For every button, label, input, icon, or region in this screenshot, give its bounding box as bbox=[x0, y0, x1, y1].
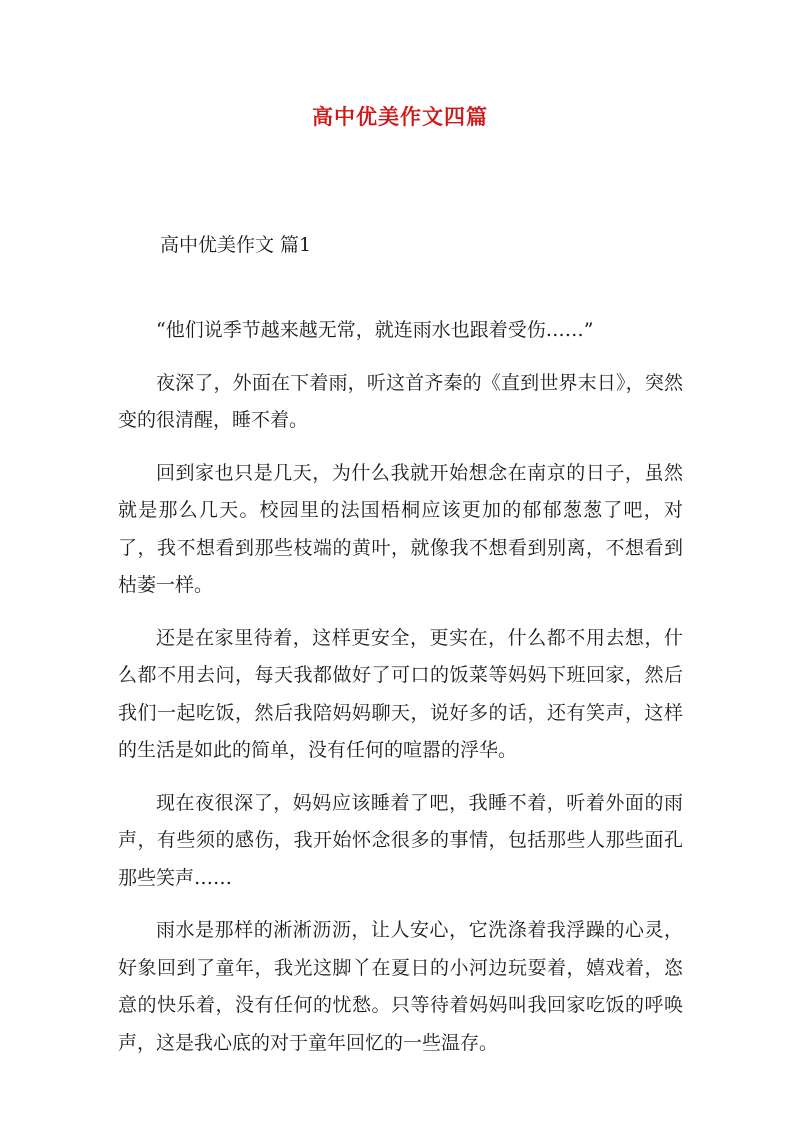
paragraph-1: “他们说季节越来越无常，就连雨水也跟着受伤……” bbox=[156, 319, 594, 341]
paragraph-4: 还是在家里待着，这样更安全，更实在，什么都不用去想，什么都不用去问，每天我都做好了可口的饭菜等妈妈下班回家，然后我们一起吃饭，然后我陪妈妈聊天，说好多的话，还有笑声，这样的生活是如此的简单，没有任何的喧嚣的浮华。 bbox=[118, 626, 683, 761]
article-body bbox=[118, 312, 683, 1077]
paragraph-2: 夜深了，外面在下着雨，听这首齐秦的《直到世界末日》，突然变的很清醒，睡不着。 bbox=[118, 371, 683, 431]
paragraph-6: 雨水是那样的淅淅沥沥，让人安心，它洗涤着我浮躁的心灵，好象回到了童年，我光这脚丫在夏日的小河边玩耍着，嬉戏着，恣意的快乐着，没有任何的忧愁。只等待着妈妈叫我回家吃饭的呼唤声，这是我心底的对于童年回忆的一些温存。 bbox=[118, 919, 683, 1054]
section-heading: 高中优美作文 篇1 bbox=[160, 234, 312, 256]
paragraph-3: 回到家也只是几天，为什么我就开始想念在南京的日子，虽然就是那么几天。校园里的法国梧桐应该更加的郁郁葱葱了吧，对了，我不想看到那些枝端的黄叶，就像我不想看到别离，不想看到枯萎一样。 bbox=[118, 461, 683, 596]
paragraph-5: 现在夜很深了，妈妈应该睡着了吧，我睡不着，听着外面的雨声，有些须的感伤，我开始怀念很多的事情，包括那些人那些面孔那些笑声…… bbox=[118, 791, 683, 889]
document-title: 高中优美作文四篇 bbox=[312, 104, 488, 129]
